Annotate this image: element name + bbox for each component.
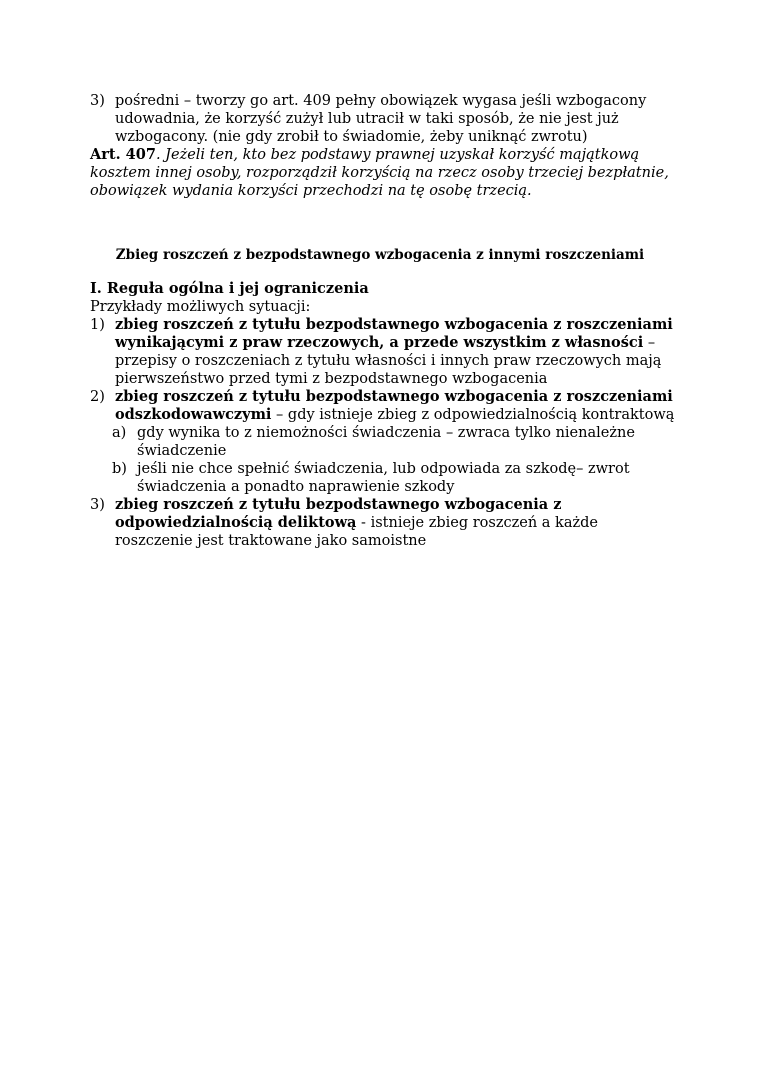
list-item-text: pośredni – tworzy go art. 409 pełny obowiązek wygasa jeśli wzbogacony udowadnia, że korzyść zużył lub utracił w taki sposób, że nie jest już wzbogacony. (nie gdy zrobił to świadomie, żeby uniknąć zwrotu) bbox=[115, 93, 647, 145]
list-item-3-pre bbox=[90, 92, 680, 146]
list-item-3 bbox=[90, 496, 680, 550]
list-item-bold: zbieg roszczeń z tytułu bezpodstawnego wzbogacenia z roszczeniami odszkodowawczymi bbox=[115, 388, 673, 423]
article-label: Art. 407 bbox=[90, 146, 156, 163]
article-407 bbox=[90, 146, 680, 200]
list-number: 2) bbox=[90, 389, 105, 405]
section-b bbox=[90, 280, 680, 550]
list-letter: a) bbox=[112, 425, 127, 441]
section-heading: Zbieg roszczeń z bezpodstawnego wzbogacenia z innymi roszczeniami bbox=[115, 247, 645, 263]
list-letter: b) bbox=[112, 461, 127, 477]
list-item-1 bbox=[90, 316, 680, 388]
list-number: 3) bbox=[90, 497, 105, 513]
list-item-rest: – przepisy o roszczeniach z tytułu własności i innych praw rzeczowych mają pierwszeństwo przed tymi z bezpodstawnego wzbogacenia bbox=[115, 335, 662, 387]
sub-list-item-a bbox=[90, 424, 680, 460]
list-number: 1) bbox=[90, 317, 105, 333]
list-item-rest: – gdy istnieje zbieg z odpowiedzialnością kontraktową bbox=[271, 407, 675, 423]
list-item-2 bbox=[90, 388, 680, 424]
list-item-rest: - istnieje zbieg roszczeń a każde roszczenie jest traktowane jako samoistne bbox=[115, 515, 598, 549]
section-a bbox=[90, 92, 680, 200]
sub-list-item-text: gdy wynika to z niemożności świadczenia – zwraca tylko nienależne świadczenie bbox=[137, 425, 635, 459]
list-item-bold: zbieg roszczeń z tytułu bezpodstawnego wzbogacenia z roszczeniami wynikającymi z praw rzeczowych, a przede wszystkim z własności bbox=[115, 316, 673, 351]
intro-text: Przykłady możliwych sytuacji: bbox=[90, 299, 311, 315]
article-text: . Jeżeli ten, kto bez podstawy prawnej uzyskał korzyść majątkową kosztem innej osoby, rozporządził korzyścią na rzecz osoby trzeciej bezpłatnie, obowiązek wydania korzyści przechodzi na tę osobę trzecią. bbox=[90, 147, 669, 199]
subheading: I. Reguła ogólna i jej ograniczenia bbox=[90, 280, 369, 297]
list-item-bold: zbieg roszczeń z tytułu bezpodstawnego wzbogacenia z odpowiedzialnością deliktową bbox=[115, 496, 562, 531]
sub-list-item-text: jeśli nie chce spełnić świadczenia, lub odpowiada za szkodę– zwrot świadczenia a ponadto naprawienie szkody bbox=[137, 461, 630, 495]
sub-list-item-b bbox=[90, 460, 680, 496]
list-number: 3) bbox=[90, 93, 105, 109]
